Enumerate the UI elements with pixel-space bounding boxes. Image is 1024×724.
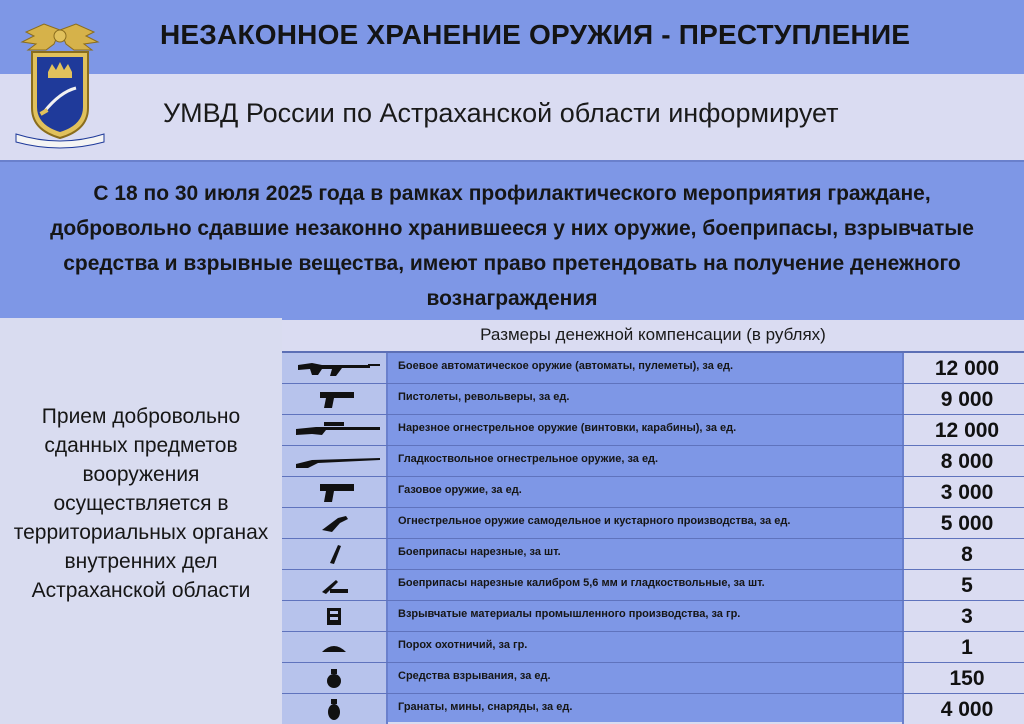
left-note-panel bbox=[0, 318, 282, 722]
subtitle-band bbox=[0, 74, 1024, 160]
table-row bbox=[282, 384, 1024, 414]
table-row bbox=[282, 508, 1024, 538]
row-label: Гранаты, мины, снаряды, за ед. bbox=[398, 701, 573, 713]
row-label: Нарезное огнестрельное оружие (винтовки, карабины), за ед. bbox=[398, 422, 737, 434]
small-cartridges-icon bbox=[282, 570, 386, 600]
row-label: Боеприпасы нарезные, за шт. bbox=[398, 546, 561, 558]
police-emblem-icon bbox=[14, 22, 106, 152]
table-row bbox=[282, 446, 1024, 476]
row-value: 8 000 bbox=[940, 450, 994, 473]
rifle-scope-icon bbox=[282, 415, 386, 445]
table-row bbox=[282, 415, 1024, 445]
homemade-gun-icon bbox=[282, 508, 386, 538]
row-value: 3 000 bbox=[940, 481, 994, 504]
row-value: 12 000 bbox=[934, 357, 1000, 380]
row-label: Гладкоствольное огнестрельное оружие, за ед. bbox=[398, 453, 659, 465]
table-row bbox=[282, 663, 1024, 693]
row-label: Пистолеты, револьверы, за ед. bbox=[398, 391, 570, 403]
shotgun-icon bbox=[282, 446, 386, 476]
row-label: Средства взрывания, за ед. bbox=[398, 670, 551, 682]
intro-band bbox=[0, 160, 1024, 320]
row-value: 1 bbox=[961, 636, 973, 659]
row-value: 150 bbox=[949, 667, 985, 690]
left-note-text: Прием добровольно сданных предметов вооружения осуществляется в территориальных органах внутренних дел Астраханской области bbox=[13, 405, 269, 602]
table-row bbox=[282, 539, 1024, 569]
row-label: Взрывчатые материалы промышленного производства, за гр. bbox=[398, 608, 741, 620]
table-header-label: Размеры денежной компенсации (в рублях) bbox=[480, 325, 826, 344]
page-subtitle: УМВД России по Астраханской области информирует bbox=[163, 98, 839, 128]
table-row bbox=[282, 694, 1024, 724]
rifle-automatic-icon bbox=[282, 353, 386, 383]
row-value: 3 bbox=[961, 605, 973, 628]
row-label: Газовое оружие, за ед. bbox=[398, 484, 522, 496]
grenade-icon bbox=[282, 694, 386, 724]
title-band bbox=[0, 0, 1024, 74]
row-label: Боевое автоматическое оружие (автоматы, пулеметы), за ед. bbox=[398, 360, 734, 372]
table-row bbox=[282, 601, 1024, 631]
table-row bbox=[282, 477, 1024, 507]
cartridge-icon bbox=[282, 539, 386, 569]
table-row bbox=[282, 353, 1024, 383]
row-value: 5 000 bbox=[940, 512, 994, 535]
row-label: Огнестрельное оружие самодельное и кустарного производства, за ед. bbox=[398, 515, 791, 527]
row-label: Боеприпасы нарезные калибром 5,6 мм и гладкоствольные, за шт. bbox=[398, 577, 765, 589]
gunpowder-icon bbox=[282, 632, 386, 662]
row-value: 8 bbox=[961, 543, 973, 566]
row-value: 9 000 bbox=[940, 388, 994, 411]
intro-text: С 18 по 30 июля 2025 года в рамках профилактического мероприятия граждане, добровольно сдавшие незаконно хранившееся у них оружие, боеприпасы, взрывчатые средства и взрывные вещества, имеют право претендовать на получение денежного вознаграждения bbox=[50, 182, 974, 310]
gas-pistol-icon bbox=[282, 477, 386, 507]
compensation-table bbox=[282, 320, 1024, 722]
pistol-icon bbox=[282, 384, 386, 414]
table-row bbox=[282, 632, 1024, 662]
table-row bbox=[282, 570, 1024, 600]
row-value: 12 000 bbox=[934, 419, 1000, 442]
row-label: Порох охотничий, за гр. bbox=[398, 639, 528, 651]
row-value: 5 bbox=[961, 574, 973, 597]
table-header bbox=[282, 320, 1024, 353]
explosive-block-icon bbox=[282, 601, 386, 631]
page-title: НЕЗАКОННОЕ ХРАНЕНИЕ ОРУЖИЯ - ПРЕСТУПЛЕНИЕ bbox=[160, 19, 911, 50]
detonator-icon bbox=[282, 663, 386, 693]
row-value: 4 000 bbox=[940, 698, 994, 721]
